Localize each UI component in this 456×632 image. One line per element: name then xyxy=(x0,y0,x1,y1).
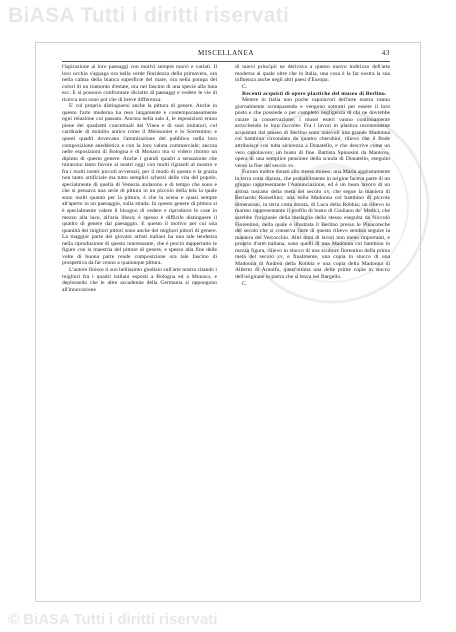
watermark-bottom: © BiASA Tutti i diritti riservati xyxy=(8,611,218,628)
left-paragraph: l'ispirazione ai loro paesaggi con motivi sempre nuovi e variati. Il loro occhio s'appaga ora nella verde floridezza della primavera, ora nella calma della bianca superficie del mare, ora nella pompa dei colori di un tramonto d'estate, ora nel fascino di una specie alla luna ecc. E si possono confrontare diciotto di paesaggi e vedere le vie di ricerca non sono poi che di breve differenza. xyxy=(62,64,217,103)
article-paragraph: Furono inoltre donati allo stesso museo: una Maria aggiustamente in terra cotta dipinta, che probabilmente in origine faceva parte di un gruppo rappresentante l'Annunciazione, ed è un buon lavoro di un artista toscano della metà del secolo xv, che segue la maniera di Bernardo Rossellino; una bella Madonna col bambino di piccole dimensioni, in terra cotta dorata, di Luca della Robbia; un rilievo in marmo rappresentante il profilo di busto di Giuliano de' Medici, che sarebbe l'originale della medaglia dello stesso eseguita da Niccolò Fiorentino, della quale è illustrata il Berlino presso le Pinacoteche del secolo che si conserva l'arte di questo rilievo sembra seguire la maniera del Verrocchio. Altri doni di lavori non meno importanti, e proprio d'arte italiana, sono quelli di una Madonna col bambino in mezza figura, rilievo in stucco di una scultore fiorentino della prima metà del secolo xv, e finalmente, una copia in stucco di una Madonna di Andrea della Robbia e una copia della Madonna di Alberto di Arnolfo, quest'ultima una delle prime copie in stucco dell'originale in pietra che si trova nel Bargello. xyxy=(235,169,390,280)
page-number: 43 xyxy=(381,49,390,57)
intro-signature: C. xyxy=(242,83,248,90)
running-title: MISCELLANEA xyxy=(198,49,254,57)
article-title-text: Recenti acquisti di opere plastiche del museo di Berlino. xyxy=(242,90,387,97)
running-head xyxy=(62,49,390,61)
article-signature: C. xyxy=(242,280,248,287)
header-rule xyxy=(62,61,390,62)
right-column xyxy=(235,64,390,288)
intro-paragraph: di nuovi principii ne derivava a questo nuovo indirizzo dell'arte moderna al quale oltre che in Italia, una cosa è la far nostra la sua influenza anche negli altri paesi d'Europa. xyxy=(235,64,390,84)
left-paragraph: E' col proprio distinguersi anche la pittura di genere. Anche in questo l'arte moderna ha reso largamente e contemporaneamente ogni relazione col passato. Ancora nella sala 4, le esposizioni erano piene dei quadretti concettuali del Vinea e di suoi imitatori, col cardinale di mobilio antico come il Meissonier e lo Sorrentino; e questi quadri dovevano l'ammirazione del pubblico nella loro composizione aneddotica e con la loro valuta commerciale; ancora nelle esposizioni di Bologna e di Monaco ma si videro ritorno un dipinto di questo genere. Anche i grandi quadri a sensazione che mirarono tanto favore ai nostri oggi con molti riguardi al mostro e fra i molti nostri piccoli avversari, per il modo di questo e la grazia non tanto artificiale ma tutto semplici scherzi delle vita del popolo, specialmente di quella di Venezia andarono e di tempo che sono e che si pensava una serie di pittura in un piccolo della tela la quale sono molti quanto per la pittura, è che la scena e quasi sempre all'aperto in un paesaggio, sulla strada. In questo genere di pittura si è specialmente valere il bisogno di vedere e riprodurre le cose in mezzo alla luce, all'aria libera; è spesso è difficile distinguere il quadro di genere dal paesaggio. E questo il motivo per cui una quantità dei migliori pittori sono anche dei migliori pittori di genere. La maggior parte dei giovani artisti italiani ha una tale tendenza nella riproduzione di questo interessante, che è perciò dappertutto le figure con la maestria del pittore di genere, e spesso alla fine delle volte di buona parte rende composizione ora tale fascino di prospettiva da far cenno a qualunque pittura. xyxy=(62,103,217,267)
left-paragraph: L'autore finisce il suo bellissimo giudizio sull'arte nostra citando i migliori fra i quadri italiani esposti a Bologna ed a Monaco, e deplorando che le altre accademie della Germania si oppongono all'innovazione xyxy=(62,266,217,293)
watermark-top: BiASA Tutti i diritti riservati xyxy=(8,4,290,27)
article-paragraph: Mentre in Italia non poche capolavori dell'arte nostra vanno giornalmente scomparendo e vengono sottratti per essere il loro posto e che possiede o per completo negligenza di chi ne dovrebbe curare la conservazione, i musei esteri vanno continuamente arricchendo le loro raccolte. Fra i lavori in plastica recentemente acquistati dal museo di Berlino sono notevoli una grande Madonna col bambino circondata da quattro cherubini, rilievo che il Bode attribuisce con tutta sicurezza a Donatello, e che descrive come un vero capolavoro; un busto di fine. Battista Spinosini da Mantova, opera di una semplice pensione della scuola di Donatello, eseguito verso la fine del secolo xv. xyxy=(235,97,390,169)
left-column xyxy=(62,64,217,293)
